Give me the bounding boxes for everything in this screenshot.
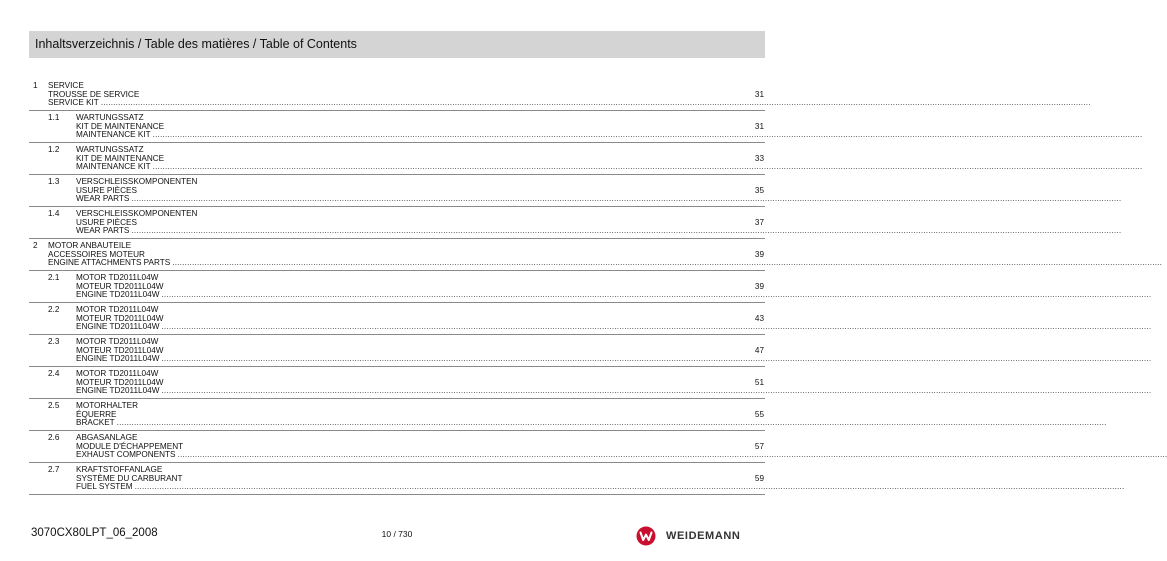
dot-leader: ................................................................................................................................................................................................................................................................................................................................................................................................................ (152, 130, 1143, 140)
dot-leader: ................................................................................................................................................................................................................................................................................................................................................................................................................ (161, 322, 1152, 332)
toc-entry-title: ENGINE TD2011L04W (76, 290, 160, 300)
page-indicator: 10 / 730 (381, 529, 413, 539)
toc-entry-title: KRAFTSTOFFANLAGE (76, 465, 163, 474)
toc-entry-title: USURE PIÈCES (76, 185, 137, 195)
toc-page-number: 55 (754, 409, 764, 419)
toc-entry-title: VERSCHLEISSKOMPONENTEN (76, 209, 198, 218)
toc-entry-number: 1.2 (48, 145, 60, 154)
dot-leader: ................................................................................................................................................................................................................................................................................................................................................................................................................ (100, 98, 1091, 108)
toc-entry-title: BRACKET (76, 418, 115, 428)
toc-entry-number: 2.5 (48, 401, 60, 410)
toc-entry-number: 1 (33, 81, 38, 90)
document-code: 3070CX80LPT_06_2008 (31, 527, 158, 539)
toc-entry-title: WEAR PARTS (76, 226, 130, 236)
toc-entry-title: MODULE D'ÉCHAPPEMENT (76, 441, 184, 451)
toc-separator (29, 142, 765, 143)
toc-entry-title: MOTOR TD2011L04W (76, 273, 159, 282)
toc-page-number: 47 (754, 345, 764, 355)
toc-page-number: 51 (754, 377, 764, 387)
toc-page-number: 43 (754, 313, 764, 323)
toc-entry-title: ABGASANLAGE (76, 433, 138, 442)
toc-entry-title: MAINTENANCE KIT (76, 162, 151, 172)
toc-page-number: 33 (754, 153, 764, 163)
toc-entry-title: WARTUNGSSATZ (76, 145, 144, 154)
toc-separator (29, 430, 765, 431)
toc-entry-title: ENGINE TD2011L04W (76, 354, 160, 364)
toc-separator (29, 110, 765, 111)
brand-logo (636, 526, 740, 546)
toc-entry-title: MOTOR TD2011L04W (76, 337, 159, 346)
toc-entry-title: MOTOR TD2011L04W (76, 369, 159, 378)
toc-separator (29, 462, 765, 463)
toc-entry-number: 2 (33, 241, 38, 250)
toc-page-number: 39 (754, 281, 764, 291)
toc-entry-title: KIT DE MAINTENANCE (76, 121, 165, 131)
toc-separator (29, 334, 765, 335)
toc-entry-number: 1.3 (48, 177, 60, 186)
toc-entry-title: ÉQUERRE (76, 409, 117, 419)
toc-entry-title: MOTEUR TD2011L04W (76, 281, 164, 291)
toc-entry-title: SERVICE KIT (48, 98, 99, 108)
toc-page-number: 37 (754, 217, 764, 227)
dot-leader: ................................................................................................................................................................................................................................................................................................................................................................................................................ (131, 194, 1122, 204)
toc-entry-title: MOTEUR TD2011L04W (76, 313, 164, 323)
page-title: Inhaltsverzeichnis / Table des matières / Table of Contents (35, 37, 357, 51)
toc-separator (29, 238, 765, 239)
toc-entry-number: 2.6 (48, 433, 60, 442)
toc-separator (29, 206, 765, 207)
toc-entry-number: 2.4 (48, 369, 60, 378)
toc-entry-title: ENGINE TD2011L04W (76, 322, 160, 332)
toc-separator (29, 174, 765, 175)
toc-page-number: 31 (754, 89, 764, 99)
toc-entry-title: WEAR PARTS (76, 194, 130, 204)
toc-separator (29, 302, 765, 303)
toc-separator (29, 494, 765, 495)
toc-entry-title: MOTOR ANBAUTEILE (48, 241, 132, 250)
toc-entry-number: 2.1 (48, 273, 60, 282)
dot-leader: ................................................................................................................................................................................................................................................................................................................................................................................................................ (172, 258, 1163, 268)
toc-entry-number: 2.2 (48, 305, 60, 314)
toc-entry-title: ACCESSOIRES MOTEUR (48, 249, 145, 259)
toc-page-number: 57 (754, 441, 764, 451)
toc-entry-title: MOTEUR TD2011L04W (76, 345, 164, 355)
dot-leader: ................................................................................................................................................................................................................................................................................................................................................................................................................ (152, 162, 1143, 172)
brand-name: WEIDEMANN (666, 530, 741, 542)
toc-entry-title: SYSTÈME DU CARBURANT (76, 473, 183, 483)
toc-entry-number: 1.1 (48, 113, 60, 122)
toc-entry-title: TROUSSE DE SERVICE (48, 89, 140, 99)
toc-separator (29, 270, 765, 271)
toc-page-number: 59 (754, 473, 764, 483)
toc-entry-title: MOTORHALTER (76, 401, 139, 410)
toc-entry-title: FUEL SYSTEM (76, 482, 133, 492)
toc-entry-number: 2.7 (48, 465, 60, 474)
toc-page-number: 35 (754, 185, 764, 195)
toc-entry-title: USURE PIÈCES (76, 217, 137, 227)
toc-entry-number: 2.3 (48, 337, 60, 346)
weidemann-logo-icon (636, 526, 656, 546)
dot-leader: ................................................................................................................................................................................................................................................................................................................................................................................................................ (161, 386, 1152, 396)
toc-entry-title: ENGINE ATTACHMENTS PARTS (48, 258, 171, 268)
dot-leader: ................................................................................................................................................................................................................................................................................................................................................................................................................ (177, 450, 1167, 460)
dot-leader: ................................................................................................................................................................................................................................................................................................................................................................................................................ (116, 418, 1107, 428)
toc-entry-title: KIT DE MAINTENANCE (76, 153, 165, 163)
toc-entry-title: ENGINE TD2011L04W (76, 386, 160, 396)
dot-leader: ................................................................................................................................................................................................................................................................................................................................................................................................................ (131, 226, 1122, 236)
toc-page-number: 39 (754, 249, 764, 259)
toc-separator (29, 398, 765, 399)
toc-entry-title: WARTUNGSSATZ (76, 113, 144, 122)
toc-entry-title: MOTOR TD2011L04W (76, 305, 159, 314)
toc-entry-number: 1.4 (48, 209, 60, 218)
toc-entry-title: MAINTENANCE KIT (76, 130, 151, 140)
dot-leader: ................................................................................................................................................................................................................................................................................................................................................................................................................ (161, 354, 1152, 364)
toc-entry-title: SERVICE (48, 81, 84, 90)
toc-page-number: 31 (754, 121, 764, 131)
toc-entry-title: VERSCHLEISSKOMPONENTEN (76, 177, 198, 186)
dot-leader: ................................................................................................................................................................................................................................................................................................................................................................................................................ (161, 290, 1152, 300)
toc-entry-title: EXHAUST COMPONENTS (76, 450, 176, 460)
toc-entry-title: MOTEUR TD2011L04W (76, 377, 164, 387)
toc-separator (29, 366, 765, 367)
dot-leader: ................................................................................................................................................................................................................................................................................................................................................................................................................ (134, 482, 1125, 492)
